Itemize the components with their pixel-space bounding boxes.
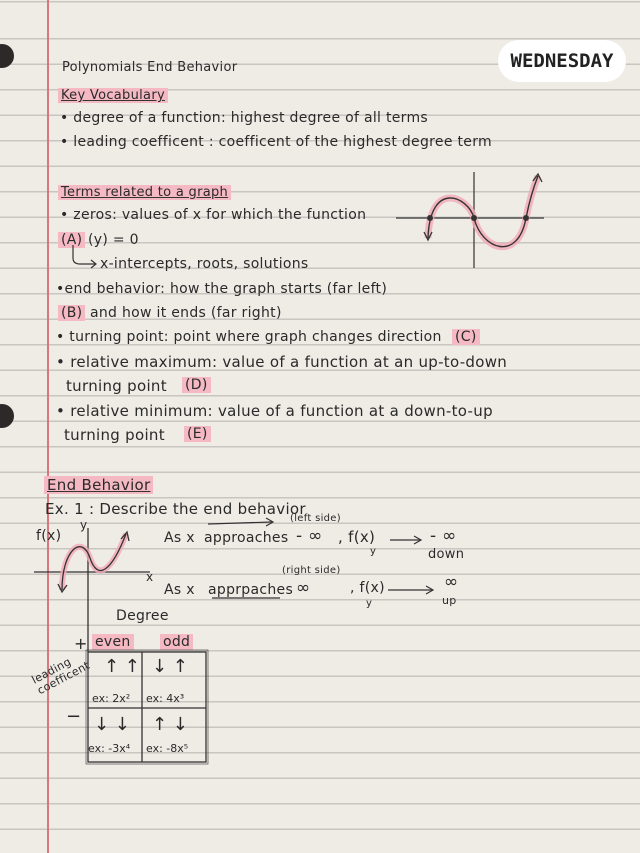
end-behavior-heading: End Behavior: [44, 476, 153, 494]
cell-odd-negative-example: ex: -8x⁵: [146, 742, 189, 755]
zeros-equation: (y) = 0: [88, 232, 139, 248]
zeros-label: (A): [58, 232, 85, 248]
line1-direction: down: [428, 547, 465, 562]
leading-coefficient-label: leading coefficent: [29, 655, 92, 698]
relative-min-continued: turning point: [64, 426, 165, 444]
line2-fx: , f(x): [350, 580, 385, 596]
odd-heading: odd: [160, 634, 193, 650]
cell-odd-positive-example: ex: 4x³: [146, 692, 185, 705]
turning-point-label: (C): [452, 329, 480, 345]
line1-fx: , f(x): [338, 528, 376, 546]
key-vocab-heading: Key Vocabulary: [58, 88, 168, 103]
term-turning-point: • turning point: point where graph changes direction: [56, 329, 442, 345]
line2-value: ∞: [296, 578, 311, 598]
minus-sign: −: [66, 706, 82, 727]
right-side-note: (right side): [282, 565, 341, 576]
line2-y: y: [366, 598, 373, 609]
line2-result: ∞: [444, 572, 459, 592]
line1-result: - ∞: [430, 526, 457, 546]
line1-value: - ∞: [296, 526, 323, 546]
cell-odd-negative-arrows: ↑ ↓: [152, 714, 188, 735]
end-behavior-continued: and how it ends (far right): [90, 305, 282, 321]
relative-max-continued: turning point: [66, 377, 167, 395]
end-behavior-label: (B): [58, 305, 85, 321]
x-axis-label: x: [146, 570, 154, 584]
fx-axis-label: f(x): [36, 528, 62, 544]
day-tag: WEDNESDAY: [498, 40, 626, 82]
line1-as-x: As x: [164, 530, 195, 546]
line1-y: y: [370, 546, 377, 557]
left-side-note: (left side): [290, 513, 341, 524]
zeros-synonyms: x-intercepts, roots, solutions: [100, 256, 309, 272]
line2-as-x: As x: [164, 582, 195, 598]
degree-heading: Degree: [116, 608, 169, 624]
cell-odd-positive-arrows: ↓ ↑: [152, 656, 188, 677]
vocab-degree: • degree of a function: highest degree of all terms: [60, 110, 429, 126]
even-heading: even: [92, 634, 134, 650]
cell-even-positive-arrows: ↑ ↑: [104, 656, 140, 677]
degree-table-grid: [86, 650, 208, 764]
term-end-behavior: •end behavior: how the graph starts (far left): [56, 281, 388, 297]
term-zeros: • zeros: values of x for which the function: [60, 207, 367, 223]
term-relative-max: • relative maximum: value of a function at an up-to-down: [56, 353, 508, 371]
relative-max-label: (D): [182, 377, 211, 393]
approaches-arrows: [208, 518, 433, 598]
line2-direction: up: [442, 594, 457, 607]
relative-min-label: (E): [184, 426, 211, 442]
cubic-graph-sketch: [396, 172, 544, 268]
terms-heading: Terms related to a graph: [58, 185, 231, 200]
cell-even-negative-example: ex: -3x⁴: [88, 742, 131, 755]
page-title: Polynomials End Behavior: [62, 60, 238, 75]
end-behavior-example-graph: [34, 528, 150, 652]
line1-approaches: approaches: [204, 530, 289, 546]
cell-even-negative-arrows: ↓ ↓: [94, 714, 130, 735]
vocab-leading-coefficient: • leading coefficent : coefficent of the highest degree term: [60, 134, 492, 150]
cell-even-positive-example: ex: 2x²: [92, 692, 131, 705]
plus-sign: +: [74, 634, 88, 653]
example-prompt: Ex. 1 : Describe the end behavior: [45, 500, 306, 518]
y-axis-label: y: [80, 518, 88, 532]
line2-approaches: apprpaches: [208, 582, 294, 598]
term-relative-min: • relative minimum: value of a function at a down-to-up: [56, 402, 493, 420]
